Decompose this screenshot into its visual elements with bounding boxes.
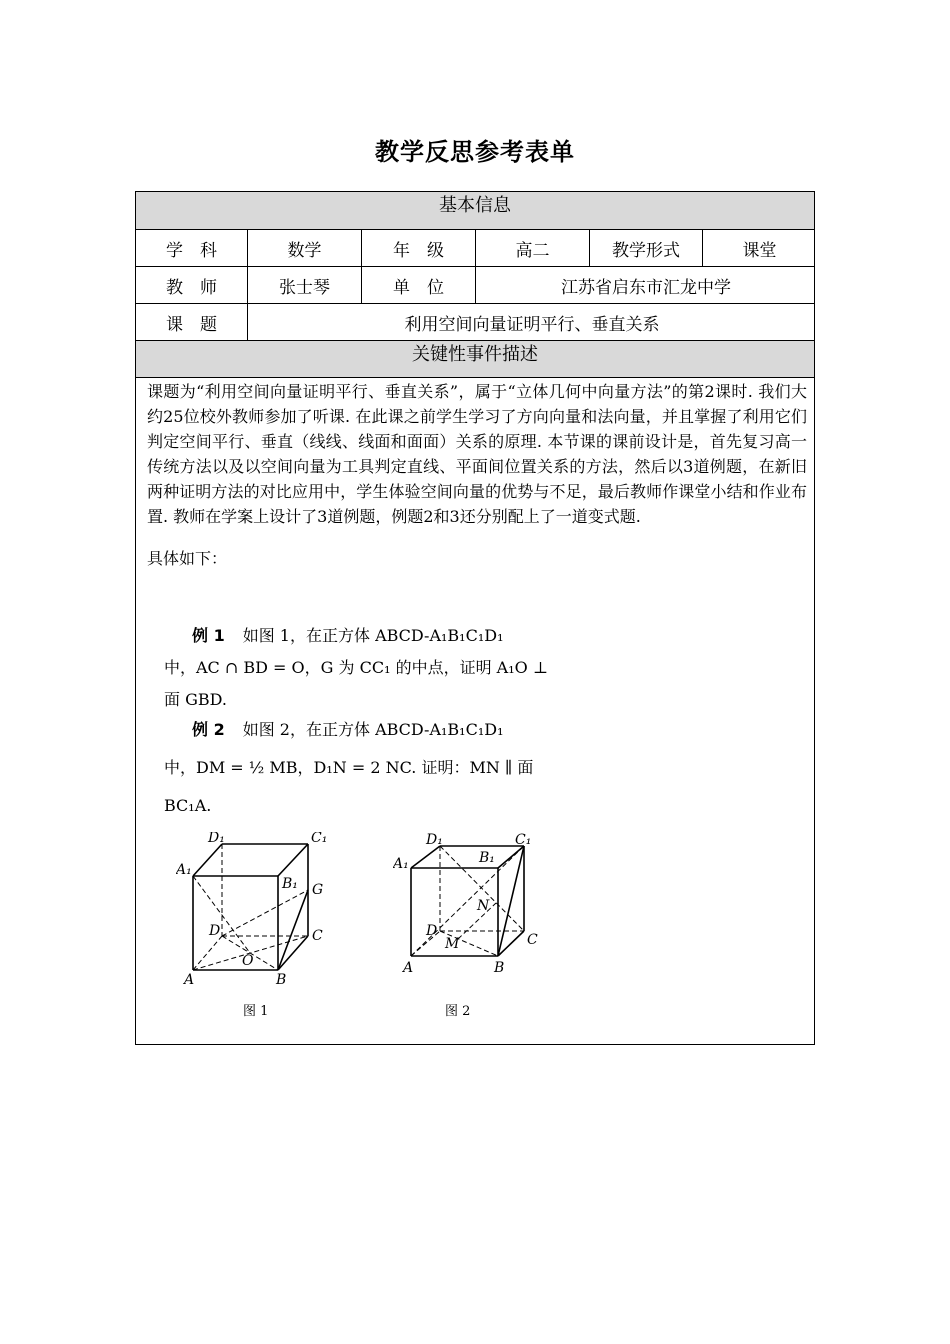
example-1-text-a: 如图 1，在正方体 ABCD-A₁B₁C₁D₁: [242, 626, 504, 645]
example-1-text-b: 中，AC ∩ BD = O，G 为 CC₁ 的中点，证明 A₁O ⊥: [164, 658, 548, 677]
teacher-label: 教 师: [136, 267, 248, 303]
example-2: [164, 714, 533, 822]
unit-label: 单 位: [362, 267, 476, 303]
fig1-label-d: D: [209, 923, 221, 939]
example-2-text-b: 中，DM = ½ MB，D₁N = 2 NC. 证明：MN ∥ 面: [164, 758, 534, 777]
fig1-label-o: O: [242, 953, 254, 969]
fig2-label-a: A: [403, 960, 414, 976]
fig2-label-c1: C₁: [515, 832, 532, 848]
topic-label: 课 题: [136, 304, 248, 340]
grade-label: 年 级: [362, 230, 476, 266]
reflection-form: [135, 191, 815, 1045]
fig1-label-g: G: [312, 882, 324, 898]
grade-value: 高二: [476, 230, 590, 266]
fig1-label-b: B: [276, 972, 287, 987]
subject-value: 数学: [248, 230, 362, 266]
example-1: [164, 620, 548, 716]
key-events-header: [136, 341, 814, 378]
example-2-text-c: BC₁A.: [164, 796, 212, 815]
fig2-label-n: N: [477, 898, 490, 914]
fig2-label-a1: A₁: [393, 856, 409, 872]
fig1-label-d1: D₁: [208, 832, 225, 846]
fig2-label-d: D: [426, 923, 438, 939]
basic-info-title: 基本信息: [439, 195, 511, 216]
subject-label: 学 科: [136, 230, 248, 266]
teaching-form-label: 教学形式: [590, 230, 703, 266]
teacher-value: 张士琴: [248, 267, 362, 303]
page-title: 教学反思参考表单: [375, 138, 575, 166]
figure-2-caption: 图 2: [445, 1004, 471, 1019]
fig2-label-c: C: [527, 932, 538, 948]
info-row-teacher: [136, 267, 814, 304]
unit-value: 江苏省启东市汇龙中学: [561, 277, 731, 298]
basic-info-header: [136, 192, 814, 230]
fig2-label-b1: B₁: [479, 850, 495, 866]
fig1-label-c1: C₁: [311, 832, 328, 846]
example-1-text-c: 面 GBD.: [164, 690, 227, 709]
fig1-label-b1: B₁: [282, 876, 298, 892]
fig1-label-a: A: [184, 972, 195, 987]
figure-1-cube: [176, 832, 346, 987]
key-events-paragraph: 课题为“利用空间向量证明平行、垂直关系”，属于“立体几何中向量方法”的第2课时. 我们大约25位校外教师参加了听课. 在此课之前学生学习了方向向量和法向量，并且掌握了利用它们判定空间平行、垂直（线线、线面和面面）关系的原理. 本节课的课前设计是，首先复习高一传统方法以及以空间向量为工具判定直线、平面间位置关系的方法，然后以3道例题，在新旧两种证明方法的对比应用中，学生体验空间向量的优势与不足，最后教师作课堂小结和作业布置. 教师在学案上设计了3道例题，例题2和3还分别配上了一道变式题.: [147, 382, 807, 526]
info-row-topic: [136, 304, 814, 341]
figure-2-cube: [393, 832, 553, 982]
topic-value: 利用空间向量证明平行、垂直关系: [404, 314, 660, 335]
figure-1-caption: 图 1: [243, 1004, 269, 1019]
fig2-label-m: M: [445, 936, 460, 952]
example-2-label: 例 2: [192, 720, 225, 739]
teaching-form-value: 课堂: [742, 240, 777, 261]
key-events-intro: 具体如下：: [147, 549, 228, 568]
example-2-line-1: [164, 714, 533, 746]
example-2-text-a: 如图 2，在正方体 ABCD-A₁B₁C₁D₁: [242, 720, 504, 739]
fig1-label-a1: A₁: [176, 862, 192, 878]
fig2-label-d1: D₁: [426, 832, 443, 848]
key-events-title: 关键性事件描述: [412, 344, 538, 365]
example-1-label: 例 1: [192, 626, 225, 645]
key-events-body: [147, 379, 807, 571]
info-row-subject: [136, 230, 814, 267]
fig2-label-b: B: [494, 960, 505, 976]
fig1-label-c: C: [312, 928, 323, 944]
example-1-line-1: [164, 620, 548, 652]
